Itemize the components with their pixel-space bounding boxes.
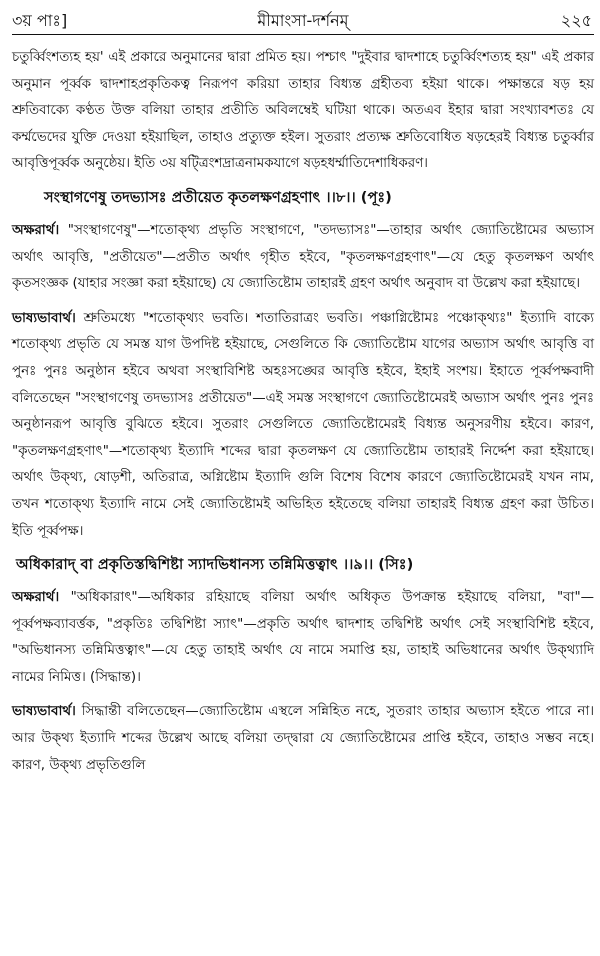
intro-paragraph: চতুর্ব্বিংশত্যহ হয়' এই প্রকারে অনুমানের দ্বারা প্রমিত হয়। পশ্চাৎ "দুইবার দ্বাদশাহে চতুর্ব্বিংশত্যহ হয়" এই প্রকার অনুমান পূর্ব্বক দ্বাদশাহপ্রকৃতিকত্ব নিরূপণ করিয়া তাহার বিধ্যন্ত গ্রহীতব্য হইয়া থাকে। পক্ষান্তরে ষড় হয় শ্রুতিবাক্যে কণ্ঠত উক্ত বলিয়া তাহার প্রতীতি অবিলম্বেই ঘটিয়া থাকে। অতএব ইহার দ্বারা সংখ্যাবশতঃ যে কর্ম্মভেদের যুক্তি দেওয়া হইয়াছিল, তাহাও প্রত্যুক্ত হইল। সুতরাং প্রত্যক্ষ শ্রুতিবোধিত ষড়হেরই বিধ্যন্ত চতুর্ব্বার আবৃত্তিপূর্ব্বক অনুষ্ঠেয়। ইতি ৩য় ষট্ত্রিংশদ্রাত্রনামকযাগে ষড়হধর্ম্মাতিদেশাধিকরণ। bbox=[12, 50, 594, 172]
bhashya-9-paragraph bbox=[12, 699, 594, 779]
bhashya-8-label: ভাষ্যভাবার্থ। bbox=[12, 310, 76, 326]
aksharartha-9-text: "অধিকারাৎ"—অধিকার রহিয়াছে বলিয়া অর্থাৎ অধিকৃত উপক্রান্ত হইয়াছে বলিয়া, "বা"—পূর্ব্বপক্ষব্যাবর্ত্তক, "প্রকৃতিঃ তদ্বিশিষ্টা স্যাৎ"—প্রকৃতি অর্থাৎ দ্বাদশাহ তদ্বিশিষ্ট অর্থাৎ সেই সংস্থাবিশিষ্ট হইবে, "অভিধানস্য তন্নিমিত্তত্বাৎ"—যে হেতু তাহাই অর্থাৎ যে নামে সমাপ্তি হয়, তাহাই অভিধানের অর্থাৎ উক্থ্যাদি নামের নিমিত্ত। (সিদ্ধান্ত)। bbox=[12, 590, 594, 685]
chapter-marker: ৩য় পাঃ] bbox=[12, 11, 68, 30]
sutra-8: সংস্থাগণেষু তদভ্যাসঃ প্রতীয়েত কৃতলক্ষণগ্রহণাৎ ।।৮।। (পূঃ) bbox=[44, 188, 392, 206]
bhashya-8-paragraph bbox=[12, 306, 594, 545]
document-page bbox=[12, 4, 594, 779]
aksharartha-8-paragraph bbox=[12, 218, 594, 298]
page-number: ২২৫ bbox=[560, 11, 592, 30]
aksharartha-9-label: অক্ষরার্থ। bbox=[12, 590, 60, 606]
running-title: মীমাংসা-দর্শনম্ bbox=[257, 11, 349, 30]
bhashya-8-text: শ্রুতিমধ্যে "শতোক্থ্যং ভবতি। শতাতিরাত্রং ভবতি। পঞ্চাগ্নিষ্টোমঃ পঞ্চোক্থ্যঃ" ইত্যাদি বাক্যে শতোক্থ্য প্রভৃতি যে সমস্ত যাগ উপদিষ্ট হইয়াছে, সেগুলিতে কি জ্যোতিষ্টোম যাগের অভ্যাস অর্থাৎ আবৃত্তি বা পুনঃ পুনঃ অনুষ্ঠান হইবে অথবা সংস্থাবিশিষ্ট অহঃসঙ্ঘের আবৃত্তি হইবে, ইহাই সংশয়। ইহাতে পূর্ব্বপক্ষবাদী বলিতেছেন "সংস্থাগণেষু তদভ্যাসঃ প্রতীয়েত"—এই সমস্ত সংস্থাগণে জ্যোতিষ্টোমেরই অভ্যাস অর্থাৎ পুনঃ পুনঃ অনুষ্ঠানরূপ আবৃত্তি বুঝিতে হইবে। সুতরাং সেগুলিতে জ্যোতিষ্টোমেরই বিধ্যন্ত অনুসরণীয় হইবে। কারণ, "কৃতলক্ষণগ্রহণাৎ"—শতোক্থ্য ইত্যাদি শব্দের দ্বারা কৃতলক্ষণ যে জ্যোতিষ্টোম তাহারই নির্দ্দেশ করা হইয়াছে। অর্থাৎ উক্থ্য, ষোড়শী, অতিরাত্র, অগ্নিষ্টোম ইত্যাদি গুলি বিশেষ বিশেষ কারণে জ্যোতিষ্টোমেরই যখন নাম, তখন শতোক্থ্য ইত্যাদি নামে সেই জ্যোতিষ্টোমই অভিহিত হইতেছে বলিয়া তাহারই বিধ্যন্ত গ্রহণ করা উচিত। ইতি পূর্ব্বপক্ষ। bbox=[12, 310, 594, 539]
aksharartha-9-paragraph bbox=[12, 585, 594, 691]
bhashya-9-label: ভাষ্যভাবার্থ। bbox=[12, 704, 76, 720]
sutra-9: অধিকারাদ্ বা প্রকৃতিস্তদ্বিশিষ্টা স্যাদভিধানস্য তন্নিমিত্তত্বাৎ ।।৯।। (সিঃ) bbox=[16, 556, 414, 574]
bhashya-9-text: সিদ্ধান্তী বলিতেছেন—জ্যোতিষ্টোম এস্থলে সন্নিহিত নহে, সুতরাং তাহার অভ্যাস হইতে পারে না। আর উক্থ্য ইত্যাদি শব্দের উল্লেখ আছে বলিয়া তদ্দ্বারা যে জ্যোতিষ্টোমের প্রাপ্তি হইবে, তাহাও সম্ভব নহে। কারণ, উক্থ্য প্রভৃতিগুলি bbox=[12, 704, 594, 773]
aksharartha-8-text: "সংস্থাগণেষু"—শতোক্থ্য প্রভৃতি সংস্থাগণে, "তদভ্যাসঃ"—তাহার অর্থাৎ জ্যোতিষ্টোমের অভ্যাস অর্থাৎ আবৃত্তি, "প্রতীয়েত"—প্রতীত অর্থাৎ গৃহীত হইবে, "কৃতলক্ষণগ্রহণাৎ"—যে হেতু কৃতলক্ষণ অর্থাৎ কৃতসংজ্ঞক (যাহার সংজ্ঞা করা হইয়াছে) যে জ্যোতিষ্টোম তাহারই গ্রহণ অর্থাৎ অনুবাদ বা উল্লেখ করা হইয়াছে। bbox=[12, 222, 594, 292]
page-header bbox=[12, 4, 594, 30]
aksharartha-8-label: অক্ষরার্থ। bbox=[12, 222, 60, 238]
